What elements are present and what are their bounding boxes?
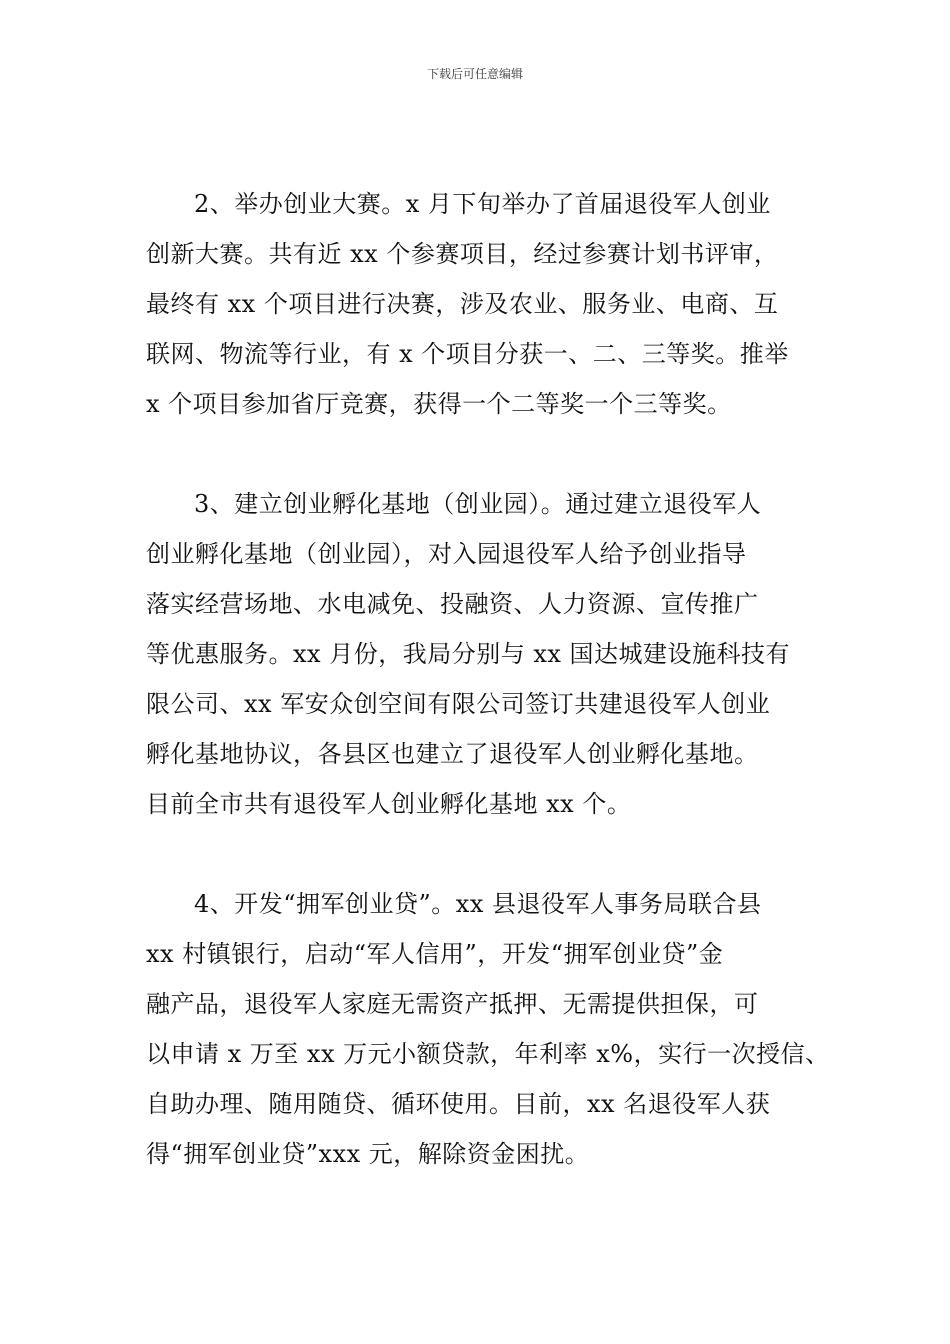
text-line: 限公司、xx 军安众创空间有限公司签订共建退役军人创业: [146, 690, 771, 718]
text-line: 以申请 x 万至 xx 万元小额贷款，年利率 x%，实行一次授信、: [146, 1040, 830, 1068]
text-line: x 个项目参加省厅竞赛，获得一个二等奖一个三等奖。: [146, 390, 732, 418]
paragraph-incubation-base: [146, 479, 810, 829]
text-line: 融产品，退役军人家庭无需资产抵押、无需提供担保，可: [146, 990, 759, 1018]
text-line: 联网、物流等行业，有 x 个项目分获一、二、三等奖。推举: [146, 340, 789, 368]
text-line: 创业孵化基地（创业园），对入园退役军人给予创业指导: [146, 540, 747, 568]
text-line: 目前全市共有退役军人创业孵化基地 xx 个。: [146, 790, 632, 818]
text-line: 2、举办创业大赛。x 月下旬举办了首届退役军人创业: [194, 190, 771, 218]
text-line: 自助办理、随用随贷、循环使用。目前，xx 名退役军人获: [146, 1090, 771, 1118]
text-line: 最终有 xx 个项目进行决赛，涉及农业、服务业、电商、互: [146, 290, 779, 318]
text-line: 得“拥军创业贷”xxx 元，解除资金困扰。: [146, 1140, 590, 1168]
text-line: 落实经营场地、水电减免、投融资、人力资源、宣传推广: [146, 590, 759, 618]
text-line: 4、开发“拥军创业贷”。xx 县退役军人事务局联合县: [194, 890, 762, 918]
text-line: 孵化基地协议，各县区也建立了退役军人创业孵化基地。: [146, 740, 759, 768]
text-line: 创新大赛。共有近 xx 个参赛项目，经过参赛计划书评审，: [146, 240, 779, 268]
document-body: [146, 179, 830, 1179]
text-line: 等优惠服务。xx 月份，我局分别与 xx 国达城建设施科技有: [146, 640, 791, 668]
text-line: 3、建立创业孵化基地（创业园）。通过建立退役军人: [194, 490, 762, 518]
page-header-note: 下载后可任意编辑: [426, 67, 523, 81]
text-line: xx 村镇银行，启动“军人信用”，开发“拥军创业贷”金: [146, 940, 724, 968]
paragraph-startup-loan: [146, 879, 830, 1179]
paragraph-startup-competition: [146, 179, 810, 429]
